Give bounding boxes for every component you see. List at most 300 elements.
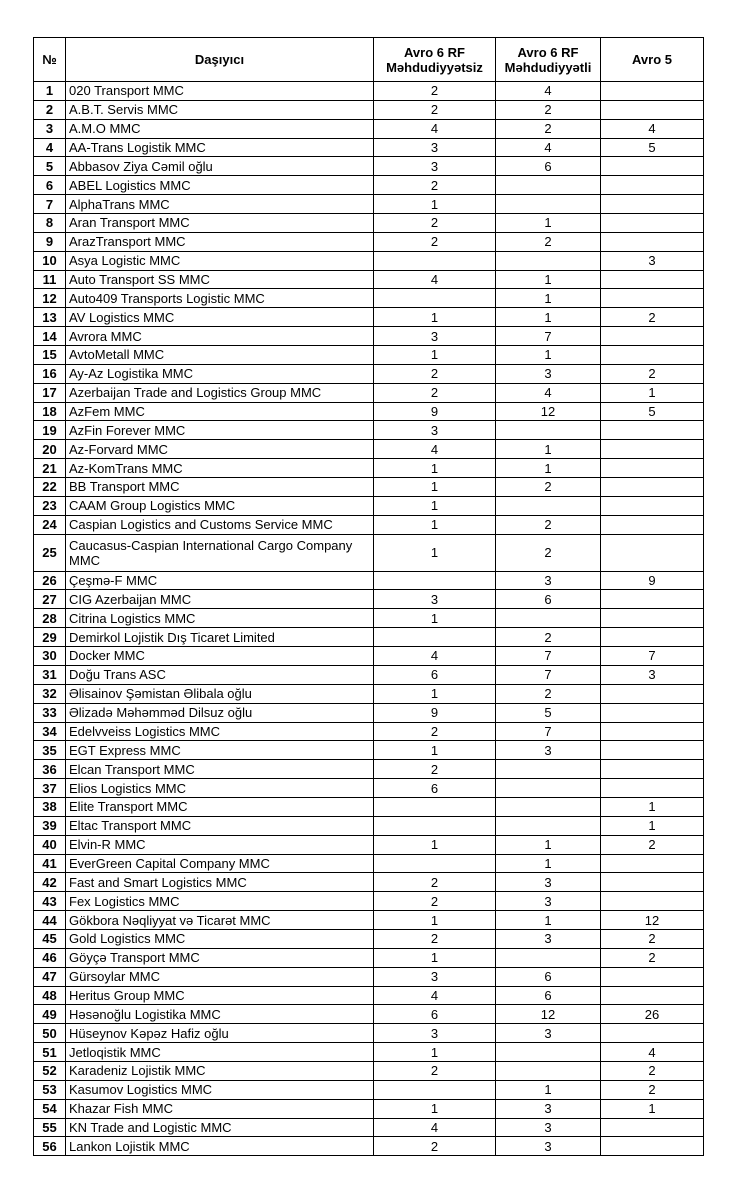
row-number: 47 [34, 967, 66, 986]
avro6-unrestricted-count: 2 [374, 929, 496, 948]
row-number: 51 [34, 1043, 66, 1062]
avro6-unrestricted-count: 1 [374, 478, 496, 497]
avro6-restricted-count [496, 195, 601, 214]
row-number: 27 [34, 590, 66, 609]
avro5-count: 5 [601, 138, 704, 157]
carrier-name: Elcan Transport MMC [66, 760, 374, 779]
table-row [34, 816, 704, 835]
avro6-unrestricted-count: 2 [374, 364, 496, 383]
row-number: 42 [34, 873, 66, 892]
table-row [34, 270, 704, 289]
avro5-count [601, 534, 704, 571]
avro6-restricted-count: 1 [496, 854, 601, 873]
row-number: 12 [34, 289, 66, 308]
table-row [34, 1005, 704, 1024]
avro6-unrestricted-count: 1 [374, 308, 496, 327]
avro6-unrestricted-count: 4 [374, 986, 496, 1005]
avro5-count [601, 478, 704, 497]
carrier-name: Heritus Group MMC [66, 986, 374, 1005]
avro6-restricted-count: 3 [496, 1118, 601, 1137]
avro5-count: 1 [601, 383, 704, 402]
row-number: 24 [34, 515, 66, 534]
carrier-name: BB Transport MMC [66, 478, 374, 497]
table-row [34, 1043, 704, 1062]
carrier-name: ABEL Logistics MMC [66, 176, 374, 195]
carrier-name: Avrora MMC [66, 327, 374, 346]
avro6-restricted-count [496, 1061, 601, 1080]
avro6-unrestricted-count: 1 [374, 1043, 496, 1062]
carrier-name: Gökbora Nəqliyyat və Ticarət MMC [66, 911, 374, 930]
row-number: 35 [34, 741, 66, 760]
avro6-restricted-count [496, 1043, 601, 1062]
table-body [34, 82, 704, 1156]
row-number: 22 [34, 478, 66, 497]
avro5-count [601, 421, 704, 440]
row-number: 39 [34, 816, 66, 835]
avro6-unrestricted-count [374, 289, 496, 308]
table-row [34, 1118, 704, 1137]
header-avro6-unrestricted: Avro 6 RF Məhdudiyyətsiz [374, 38, 496, 82]
avro6-restricted-count [496, 251, 601, 270]
row-number: 29 [34, 628, 66, 647]
avro6-restricted-count: 2 [496, 478, 601, 497]
carrier-name: Az-KomTrans MMC [66, 459, 374, 478]
table-row [34, 496, 704, 515]
table-row [34, 647, 704, 666]
avro6-restricted-count [496, 421, 601, 440]
table-row [34, 402, 704, 421]
table-row [34, 308, 704, 327]
avro5-count [601, 741, 704, 760]
carrier-name: Asya Logistic MMC [66, 251, 374, 270]
avro6-unrestricted-count: 6 [374, 665, 496, 684]
avro5-count: 2 [601, 929, 704, 948]
avro6-unrestricted-count: 6 [374, 779, 496, 798]
avro5-count: 26 [601, 1005, 704, 1024]
avro6-restricted-count: 1 [496, 459, 601, 478]
table-row [34, 797, 704, 816]
avro6-restricted-count [496, 948, 601, 967]
avro6-unrestricted-count: 4 [374, 1118, 496, 1137]
avro6-restricted-count: 2 [496, 100, 601, 119]
avro6-restricted-count: 2 [496, 232, 601, 251]
avro6-restricted-count: 7 [496, 647, 601, 666]
row-number: 10 [34, 251, 66, 270]
table-row [34, 684, 704, 703]
avro6-unrestricted-count: 2 [374, 722, 496, 741]
avro6-restricted-count: 1 [496, 1080, 601, 1099]
table-row [34, 1137, 704, 1156]
avro6-restricted-count: 3 [496, 741, 601, 760]
carrier-name: AV Logistics MMC [66, 308, 374, 327]
table-row [34, 119, 704, 138]
avro6-restricted-count: 3 [496, 1099, 601, 1118]
carrier-name: Həsənoğlu Logistika MMC [66, 1005, 374, 1024]
carrier-name: Gold Logistics MMC [66, 929, 374, 948]
avro6-restricted-count: 6 [496, 967, 601, 986]
avro5-count: 3 [601, 251, 704, 270]
row-number: 20 [34, 440, 66, 459]
avro5-count [601, 628, 704, 647]
table-row [34, 892, 704, 911]
avro5-count: 2 [601, 308, 704, 327]
carrier-name: Lankon Lojistik MMC [66, 1137, 374, 1156]
carrier-name: Caspian Logistics and Customs Service MMC [66, 515, 374, 534]
carrier-name: Doğu Trans ASC [66, 665, 374, 684]
avro6-restricted-count: 1 [496, 289, 601, 308]
avro6-unrestricted-count: 1 [374, 948, 496, 967]
row-number: 43 [34, 892, 66, 911]
avro6-restricted-count: 1 [496, 911, 601, 930]
avro6-restricted-count: 1 [496, 440, 601, 459]
row-number: 32 [34, 684, 66, 703]
avro5-count [601, 722, 704, 741]
row-number: 53 [34, 1080, 66, 1099]
table-row [34, 760, 704, 779]
avro6-unrestricted-count: 9 [374, 402, 496, 421]
avro5-count [601, 232, 704, 251]
carrier-name: A.B.T. Servis MMC [66, 100, 374, 119]
avro6-unrestricted-count: 1 [374, 911, 496, 930]
avro6-restricted-count: 4 [496, 138, 601, 157]
row-number: 1 [34, 82, 66, 101]
avro6-unrestricted-count [374, 816, 496, 835]
table-row [34, 628, 704, 647]
table-row [34, 948, 704, 967]
table-row [34, 779, 704, 798]
carrier-name: Əlisainov Şəmistan Əlibala oğlu [66, 684, 374, 703]
avro5-count [601, 270, 704, 289]
table-row [34, 346, 704, 365]
carrier-name: Kasumov Logistics MMC [66, 1080, 374, 1099]
row-number: 38 [34, 797, 66, 816]
table-row [34, 478, 704, 497]
avro6-unrestricted-count: 9 [374, 703, 496, 722]
table-row [34, 157, 704, 176]
avro6-unrestricted-count: 1 [374, 346, 496, 365]
avro6-restricted-count: 1 [496, 270, 601, 289]
avro6-restricted-count: 2 [496, 534, 601, 571]
avro5-count: 1 [601, 816, 704, 835]
avro6-unrestricted-count: 3 [374, 421, 496, 440]
avro6-unrestricted-count: 3 [374, 157, 496, 176]
avro6-unrestricted-count: 1 [374, 195, 496, 214]
carrier-name: 020 Transport MMC [66, 82, 374, 101]
avro5-count: 2 [601, 1080, 704, 1099]
row-number: 26 [34, 571, 66, 590]
table-row [34, 383, 704, 402]
avro6-unrestricted-count: 4 [374, 440, 496, 459]
row-number: 33 [34, 703, 66, 722]
avro5-count: 2 [601, 948, 704, 967]
row-number: 30 [34, 647, 66, 666]
table-row [34, 534, 704, 571]
avro6-restricted-count [496, 760, 601, 779]
avro5-count [601, 515, 704, 534]
carrier-name: Fast and Smart Logistics MMC [66, 873, 374, 892]
avro5-count [601, 986, 704, 1005]
avro6-restricted-count: 12 [496, 402, 601, 421]
avro5-count [601, 459, 704, 478]
avro6-restricted-count: 7 [496, 722, 601, 741]
row-number: 34 [34, 722, 66, 741]
avro6-restricted-count: 1 [496, 835, 601, 854]
row-number: 6 [34, 176, 66, 195]
avro6-restricted-count: 7 [496, 327, 601, 346]
row-number: 28 [34, 609, 66, 628]
avro6-restricted-count [496, 816, 601, 835]
avro6-unrestricted-count: 6 [374, 1005, 496, 1024]
carrier-name: EverGreen Capital Company MMC [66, 854, 374, 873]
avro6-restricted-count: 2 [496, 628, 601, 647]
avro5-count [601, 703, 704, 722]
table-row [34, 364, 704, 383]
avro5-count: 2 [601, 835, 704, 854]
avro5-count: 2 [601, 364, 704, 383]
row-number: 37 [34, 779, 66, 798]
avro5-count [601, 157, 704, 176]
table-row [34, 421, 704, 440]
avro5-count: 2 [601, 1061, 704, 1080]
avro6-restricted-count: 2 [496, 119, 601, 138]
avro6-unrestricted-count [374, 571, 496, 590]
header-carrier: Daşıyıcı [66, 38, 374, 82]
row-number: 40 [34, 835, 66, 854]
table-row [34, 1024, 704, 1043]
carrier-name: AzFin Forever MMC [66, 421, 374, 440]
avro6-unrestricted-count: 4 [374, 270, 496, 289]
carriers-table [33, 37, 704, 1156]
table-row [34, 459, 704, 478]
avro6-unrestricted-count: 2 [374, 82, 496, 101]
avro6-unrestricted-count: 1 [374, 609, 496, 628]
avro6-restricted-count: 6 [496, 157, 601, 176]
avro6-unrestricted-count: 2 [374, 760, 496, 779]
carrier-name: Az-Forvard MMC [66, 440, 374, 459]
avro6-unrestricted-count: 2 [374, 100, 496, 119]
avro6-restricted-count: 4 [496, 82, 601, 101]
row-number: 52 [34, 1061, 66, 1080]
header-avro6-restricted: Avro 6 RF Məhdudiyyətli [496, 38, 601, 82]
avro6-restricted-count: 3 [496, 364, 601, 383]
carrier-name: Caucasus-Caspian International Cargo Company MMC [66, 534, 374, 571]
carrier-name: Auto409 Transports Logistic MMC [66, 289, 374, 308]
avro6-restricted-count: 2 [496, 684, 601, 703]
table-row [34, 1099, 704, 1118]
avro6-unrestricted-count [374, 854, 496, 873]
row-number: 25 [34, 534, 66, 571]
table-row [34, 289, 704, 308]
avro5-count: 12 [601, 911, 704, 930]
row-number: 2 [34, 100, 66, 119]
avro6-restricted-count [496, 496, 601, 515]
avro6-unrestricted-count: 1 [374, 515, 496, 534]
table-row [34, 138, 704, 157]
table-row [34, 515, 704, 534]
carrier-name: Fex Logistics MMC [66, 892, 374, 911]
carrier-name: Əlizadə Məhəmməd Dilsuz oğlu [66, 703, 374, 722]
avro6-restricted-count: 1 [496, 308, 601, 327]
carrier-name: Hüseynov Kəpəz Hafiz oğlu [66, 1024, 374, 1043]
carrier-name: ArazTransport MMC [66, 232, 374, 251]
carrier-name: Citrina Logistics MMC [66, 609, 374, 628]
avro6-unrestricted-count [374, 797, 496, 816]
row-number: 31 [34, 665, 66, 684]
avro5-count [601, 289, 704, 308]
carrier-name: CIG Azerbaijan MMC [66, 590, 374, 609]
avro6-restricted-count: 3 [496, 571, 601, 590]
avro6-restricted-count: 7 [496, 665, 601, 684]
avro6-restricted-count: 1 [496, 214, 601, 233]
table-row [34, 986, 704, 1005]
table-row [34, 232, 704, 251]
carrier-name: EGT Express MMC [66, 741, 374, 760]
carrier-name: Aran Transport MMC [66, 214, 374, 233]
row-number: 48 [34, 986, 66, 1005]
carrier-name: Göyçə Transport MMC [66, 948, 374, 967]
avro6-unrestricted-count: 2 [374, 873, 496, 892]
avro6-restricted-count: 3 [496, 929, 601, 948]
row-number: 5 [34, 157, 66, 176]
carrier-name: Elite Transport MMC [66, 797, 374, 816]
avro6-unrestricted-count: 4 [374, 647, 496, 666]
table-row [34, 440, 704, 459]
avro5-count: 9 [601, 571, 704, 590]
avro5-count: 1 [601, 797, 704, 816]
avro5-count [601, 873, 704, 892]
avro6-unrestricted-count: 1 [374, 496, 496, 515]
avro5-count: 3 [601, 665, 704, 684]
avro6-unrestricted-count: 2 [374, 1137, 496, 1156]
row-number: 14 [34, 327, 66, 346]
table-row [34, 251, 704, 270]
row-number: 56 [34, 1137, 66, 1156]
row-number: 19 [34, 421, 66, 440]
carrier-name: AzFem MMC [66, 402, 374, 421]
avro6-unrestricted-count: 2 [374, 232, 496, 251]
avro6-unrestricted-count: 3 [374, 590, 496, 609]
row-number: 9 [34, 232, 66, 251]
avro5-count [601, 609, 704, 628]
row-number: 16 [34, 364, 66, 383]
carrier-name: Ay-Az Logistika MMC [66, 364, 374, 383]
row-number: 54 [34, 1099, 66, 1118]
row-number: 21 [34, 459, 66, 478]
avro5-count [601, 214, 704, 233]
row-number: 8 [34, 214, 66, 233]
avro5-count [601, 590, 704, 609]
table-row [34, 571, 704, 590]
avro5-count: 1 [601, 1099, 704, 1118]
table-row [34, 82, 704, 101]
avro6-unrestricted-count: 2 [374, 383, 496, 402]
table-row [34, 835, 704, 854]
row-number: 17 [34, 383, 66, 402]
carrier-name: Elvin-R MMC [66, 835, 374, 854]
carrier-name: AlphaTrans MMC [66, 195, 374, 214]
carrier-name: Elios Logistics MMC [66, 779, 374, 798]
avro6-restricted-count [496, 797, 601, 816]
avro5-count [601, 100, 704, 119]
avro5-count [601, 82, 704, 101]
avro6-restricted-count [496, 609, 601, 628]
avro6-unrestricted-count: 1 [374, 741, 496, 760]
avro5-count [601, 346, 704, 365]
avro6-unrestricted-count [374, 251, 496, 270]
carrier-name: KN Trade and Logistic MMC [66, 1118, 374, 1137]
carrier-name: Docker MMC [66, 647, 374, 666]
carrier-name: AA-Trans Logistik MMC [66, 138, 374, 157]
avro5-count [601, 496, 704, 515]
table-row [34, 609, 704, 628]
row-number: 46 [34, 948, 66, 967]
avro5-count: 4 [601, 119, 704, 138]
table-row [34, 911, 704, 930]
carrier-name: CAAM Group Logistics MMC [66, 496, 374, 515]
row-number: 50 [34, 1024, 66, 1043]
row-number: 36 [34, 760, 66, 779]
carrier-name: A.M.O MMC [66, 119, 374, 138]
avro5-count [601, 440, 704, 459]
avro6-restricted-count: 3 [496, 873, 601, 892]
avro6-unrestricted-count [374, 1080, 496, 1099]
row-number: 49 [34, 1005, 66, 1024]
carrier-name: Jetloqistik MMC [66, 1043, 374, 1062]
carrier-name: Karadeniz Lojistik MMC [66, 1061, 374, 1080]
table-row [34, 1061, 704, 1080]
avro6-unrestricted-count: 1 [374, 684, 496, 703]
avro5-count [601, 892, 704, 911]
avro6-restricted-count: 6 [496, 986, 601, 1005]
avro5-count: 4 [601, 1043, 704, 1062]
carrier-name: Auto Transport SS MMC [66, 270, 374, 289]
avro5-count [601, 967, 704, 986]
carrier-name: Abbasov Ziya Cəmil oğlu [66, 157, 374, 176]
avro5-count [601, 779, 704, 798]
avro5-count [601, 854, 704, 873]
table-row [34, 214, 704, 233]
row-number: 13 [34, 308, 66, 327]
avro6-restricted-count: 5 [496, 703, 601, 722]
table-row [34, 873, 704, 892]
avro6-unrestricted-count: 2 [374, 1061, 496, 1080]
avro6-unrestricted-count: 1 [374, 835, 496, 854]
avro5-count [601, 684, 704, 703]
avro5-count [601, 195, 704, 214]
avro6-unrestricted-count: 4 [374, 119, 496, 138]
carrier-name: AvtoMetall MMC [66, 346, 374, 365]
avro6-unrestricted-count: 1 [374, 459, 496, 478]
carrier-name: Eltac Transport MMC [66, 816, 374, 835]
header-no: № [34, 38, 66, 82]
avro6-unrestricted-count: 2 [374, 892, 496, 911]
row-number: 18 [34, 402, 66, 421]
avro6-restricted-count: 3 [496, 892, 601, 911]
avro6-restricted-count: 3 [496, 1024, 601, 1043]
avro6-restricted-count [496, 779, 601, 798]
avro5-count [601, 1118, 704, 1137]
carrier-name: Gürsoylar MMC [66, 967, 374, 986]
table-row [34, 327, 704, 346]
table-row [34, 703, 704, 722]
carrier-name: Edelvveiss Logistics MMC [66, 722, 374, 741]
row-number: 45 [34, 929, 66, 948]
avro6-unrestricted-count: 3 [374, 967, 496, 986]
avro6-restricted-count: 12 [496, 1005, 601, 1024]
avro6-unrestricted-count: 3 [374, 1024, 496, 1043]
avro6-restricted-count [496, 176, 601, 195]
table-row [34, 1080, 704, 1099]
